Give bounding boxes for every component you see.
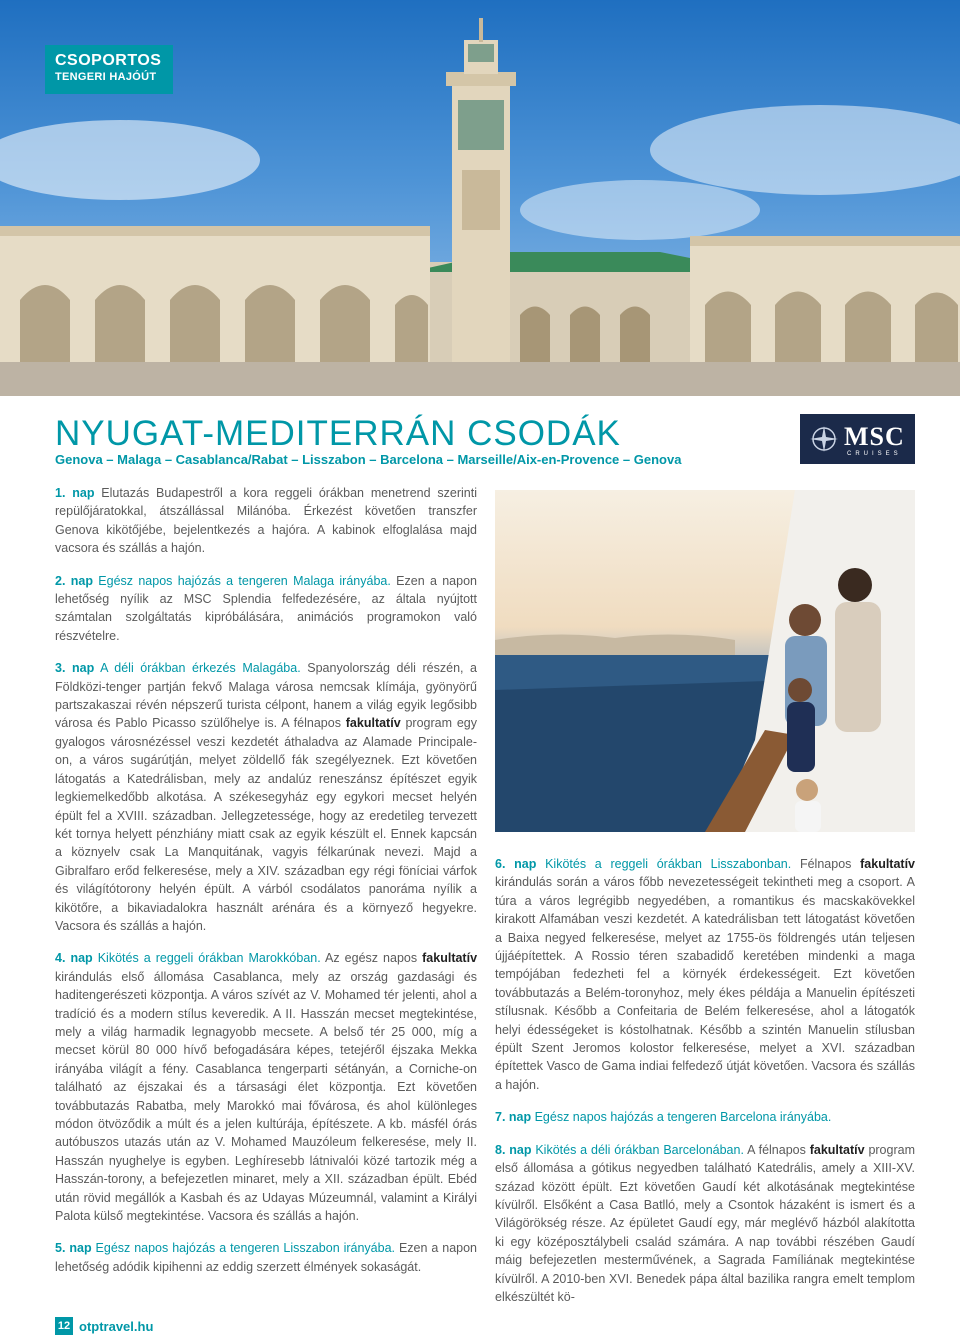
day-text: Ezen a napon lehetőség adódik kipihenni az eddig szerzett élmények sokaságát.: [55, 1241, 478, 1274]
day-text-tail: program egy gyalogos városnézéssel veszi kezdetét áthaladva az Alamade Principale-on, a város sugárútján, melyet zöldellő fák szegélyeznek. Ezt követően látogatás a Katedrálisban, mely az andalúz reneszánsz építészet egyik legkiemelkedőbb alkotása. A székesegyház egy egykori mecset helyén épült fel a XVIII. században. Jellegzetessége, hogy az eredetileg tervezett két tornya helyett pénzhiány miatt csak az egyik készült el. Ennek kapcsán a köznyelv csak La Manquitának, vagyis félkarúnak nevezi. Majd a Gibralfaro erőd felkeresése, mely a XIV. században egy régi föníciai várfok és világítótorony helyén épült. A várból csodálatos panoráma nyílik a kikötőre, a bikaviadalokra használt arénára és a környező hegyekre. Vacsora és szállás a hajón.: [55, 716, 477, 933]
day-heading: 8. nap: [495, 1142, 532, 1157]
day-text-tail: kirándulás első állomása Casablanca, mely az ország gazdasági és haditengerészeti központja. A város szívét az V. Mohamed tér jelenti, ahol a tradíció és a modern stílus keveredik. A II. Hasszán mecset megtekintése, mely a világ harmadik legnagyobb mecsete. A belső tér 25 000, míg a mecset körül 80 000 hívő befogadására képes, tetejéről éjszaka Mekka irányába világít a fény. Casablanca tengerparti sétányán, a Corniche-on található az éjszakai és a társasági élet központja. Ezt követően továbbutazás Rabatba, mely Marokkó mai fővárosa, és ahol különleges módon ötvöződik a múlt és a jelen kultúrája, építészete. A kb. másfél órás autóbuszos utazás után az V. Mohamed Mauzóleum felkeresése, mely II. Hasszán nyughelye is egyben. Leghíresebb látnivalói közé tartozik még a Hasszán-torony, a befejezetlen minaret, mely a XII. században épült. Ebéd után rövid megállók a Kasbah és az Udayas Múzeumnál, valamint a Királyi Palota külső megtekintése. Vacsora és szállás a hajón.: [55, 969, 477, 1224]
day-text: Spanyolország déli részén, a Földközi-tenger partján fekvő Malaga városa nemcsak klímája, gyönyörű partszakaszai révén népszerű turista célpont, hanem a világ egyik legősibb városa és Pablo Picasso szülőhelye is. A félnapos: [55, 661, 477, 731]
day-text: A félnapos: [743, 1142, 810, 1157]
day-text-tail: program első állomása a gótikus negyedben található Katedrális, amely a XIII-XV. század között épült. Ezt követően Gaudí két alkotásának megtekintése kívülről. Elsőként a Casa Batlló, mely a Csontok házaként is ismert és a Világörökség része. Az épületet Gaudí egy, már meglévő házból alakította ki egy középosztálybeli család számára. A nap további részében Gaudí máig befejezetlen mesterművének, a Sagrada Famíliának megtekintése kívülről. A 2010-ben XVI. Benedek pápa által bazilika rangra emelt templom elkészültét kö-: [495, 1142, 915, 1304]
day-text: Félnapos: [791, 857, 861, 871]
optional-keyword: fakultatív: [809, 1142, 865, 1157]
itinerary-day: [55, 484, 477, 558]
itinerary-right-column: [495, 855, 915, 1320]
page-footer: [55, 1316, 153, 1336]
day-heading: 1. nap: [55, 486, 95, 500]
day-lead: Kikötés a reggeli órákban Marokkóban.: [92, 951, 321, 966]
itinerary-day: [55, 572, 477, 646]
day-text: Elutazás Budapestről a kora reggeli órákban menetrend szerinti repülőjáratokkal, átszállással Milánóba. Érkezést követően transzfer Genova kikötőjébe, bejelentkezés a hajóra. A kabinok elfoglalása majd vacsora és szállás a hajón.: [55, 486, 477, 556]
logo-sub: CRUISES: [847, 451, 902, 457]
msc-cruises-logo: [800, 414, 915, 464]
day-lead: Kikötés a reggeli órákban Lisszabonban.: [536, 857, 792, 871]
day-heading: 2. nap: [55, 573, 93, 588]
badge-line-2: TENGERI HAJÓÚT: [55, 71, 157, 83]
day-heading: 7. nap: [495, 1110, 532, 1125]
optional-keyword: fakultatív: [345, 716, 401, 731]
itinerary-day: [495, 1108, 915, 1126]
itinerary-day: [55, 949, 477, 1225]
itinerary-left-column: [55, 484, 477, 1290]
itinerary-day: [55, 659, 477, 935]
day-text-tail: kirándulás során a város főbb nevezetességeit tekintheti meg a csoport. A túra a város legrégibb negyedében, a romantikus és macskakövekkel kirakott Alfamában veszi kezdetét. A katedrálisban tett látogatást követően a Baixa negyed felkeresése, melyet az 1755-ös földrengés után teljesen újjáépítettek. A Rossio téren szabadidő keretében mindenki a maga tempójában fedezheti fel a környék érdekességeit. Ezt követően továbbutazás a Belém-toronyhoz, mely ékes példája a Manuelin építészeti stílusnak. Később a Confeitaria de Belém felkeresése, ahol a látogatók helyi édességeket is kóstolhatnak. Később a szintén Manuelin stílusban épült Szent Jeromos kolostor felkeresése, melyet a XVI. században építettek Vasco de Gama indiai felfedező útját követően. Vacsora és szállás a hajón.: [495, 875, 915, 1092]
itinerary-day: [495, 1141, 915, 1307]
day-text: Ezen a napon lehetőség nyílik az MSC Splendia felfedezésére, az általa nyújtott számtalan szolgáltatás kipróbálására, animációs programokon való részvételre.: [55, 573, 477, 643]
itinerary-day: [55, 1239, 477, 1276]
route-subtitle: Genova – Malaga – Casablanca/Rabat – Lisszabon – Barcelona – Marseille/Aix-en-Provence – Genova: [55, 452, 682, 467]
website-link[interactable]: otptravel.hu: [79, 1318, 154, 1334]
page-title: NYUGAT-MEDITERRÁN CSODÁK: [55, 414, 621, 453]
optional-keyword: fakultatív: [860, 857, 916, 871]
day-heading: 3. nap: [55, 661, 95, 676]
day-lead: Egész napos hajózás a tengeren Barcelona irányába.: [531, 1110, 832, 1125]
day-lead: A déli órákban érkezés Malagába.: [94, 661, 301, 676]
day-heading: 4. nap: [55, 951, 93, 966]
day-heading: 6. nap: [495, 857, 537, 871]
msc-compass-icon: [808, 424, 840, 454]
logo-word: MSC: [844, 422, 905, 451]
category-badge: [45, 45, 173, 94]
badge-line-1: CSOPORTOS: [55, 52, 162, 69]
page-number: 12: [55, 1317, 73, 1335]
day-text: Az egész napos: [320, 951, 423, 966]
itinerary-day: [495, 855, 915, 1094]
day-lead: Egész napos hajózás a tengeren Malaga irányába.: [92, 573, 391, 588]
optional-keyword: fakultatív: [422, 951, 478, 966]
day-heading: 5. nap: [55, 1241, 92, 1256]
day-lead: Kikötés a déli órákban Barcelonában.: [531, 1142, 744, 1157]
day-lead: Egész napos hajózás a tengeren Lisszabon irányába.: [91, 1241, 396, 1256]
family-on-ship-photo: [495, 490, 915, 832]
